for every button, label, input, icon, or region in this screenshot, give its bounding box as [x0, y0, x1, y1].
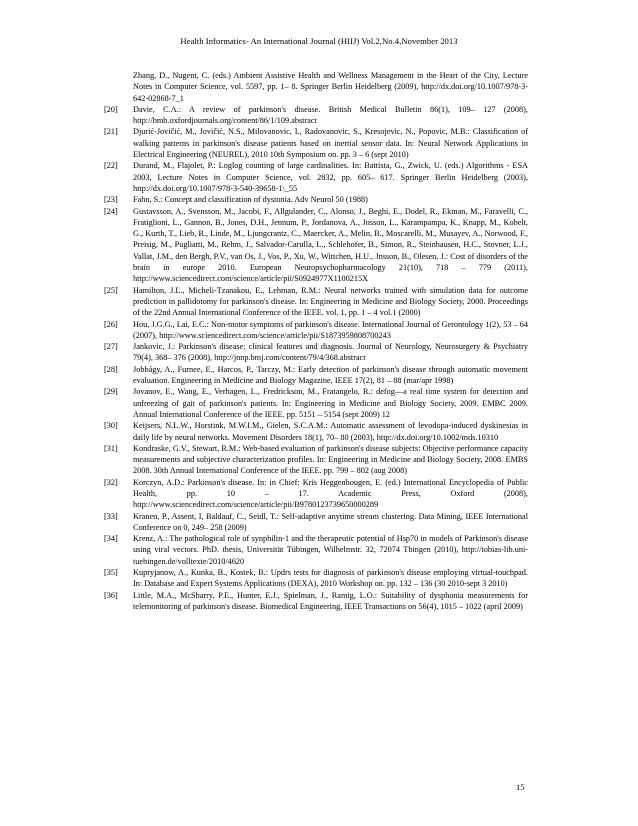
reference-text: Fahn, S.: Concept and classification of dystonia. Adv Neurol 50 (1988): [133, 195, 368, 205]
reference-item: [104, 443, 528, 477]
reference-item: [104, 567, 528, 590]
reference-number: [25]: [104, 285, 118, 295]
reference-text: Krenz, A.: The pathological role of synphilin-1 and the therapeutic potential of Hsp70 in models of Parkinson's disease using viral vectors. PhD. thesis, Universität Tübingen, Wilhelmstr. 32, 72074 Tbingen (2010), http://tobias-lib.uni-tuebingen.de/volltexte/2010/4620: [133, 534, 528, 566]
reference-text: Keijsers, N.L.W., Horstink, M.W.I.M., Gielen, S.C.A.M.: Automatic assessment of levodopa-induced dyskinesias in daily life by neural networks. Movement Disorders 18(1), 70– 80 (2003), http://dx.doi.org/10.1002/mds.10310: [133, 421, 528, 442]
reference-item: [104, 194, 528, 205]
reference-text: Kondraske, G.V., Stewart, R.M.: Web-based evaluation of parkinson's disease subjects: Objective performance capacity measurements and subjective characterization profiles. In: Engineering in Medicine and Biology Society, 2008. EMBS 2008. 30th Annual International Conference of the IEEE. pp. 799 – 802 (aug 2008): [133, 443, 528, 476]
reference-text: Little, M.A., McSharry, P.E., Hunter, E.J., Spielman, J., Ramig, L.O.: Suitability of dysphonia measurements for telemonitoring of parkinson's disease. Biomedical Engineering, IEEE Transactions on 56(4), 1015 – 1022 (april 2009): [133, 590, 528, 611]
reference-number: [26]: [104, 319, 118, 329]
reference-list: [104, 70, 528, 612]
reference-number: [32]: [104, 477, 118, 487]
reference-text: Davie, C.A.: A review of parkinson's disease. British Medical Bulletin 86(1), 109– 127 (2008), http://bmb.oxfordjournals.org/content/86/1/109.abstract: [133, 104, 528, 126]
reference-item: [104, 206, 528, 285]
reference-number: [24]: [104, 206, 118, 216]
reference-number: [29]: [104, 387, 118, 397]
reference-item: [104, 533, 528, 567]
reference-text: Gustavsson, A., Svensson, M., Jacobi, F., Allgulander, C., Alonso, J., Beghi, E., Dodel, R., Ekman, M., Faravelli, C., Fratiglioni, L., Gannon, B., Jones, D.H., Jennum, P., Jordanova, A., Jnsson, L., Karampampa, K., Knapp, M., Kobelt, G., Kurth, T., Lieb, R., Linde, M., Ljungcrantz, C., Maercker, A., Melin, B., Moscarelli, M., Musayev, A., Norwood, F., Preisig, M., Pugliatti, M., Rehm, J., Salvador-Carulla, L., Schlehofer, B., Simon, R., Steinhausen, H.C., Stovner, L.J., Vallat, J.M., den Bergh, P.V., van Os, J., Vos, P., Xu, W., Wittchen, H.U., Jnsson, B., Olesen, J.: Cost of disorders of the brain in europe 2010. European Neuropsychopharmacology 21(10), 718 – 779 (2011), http://www.sciencedirect.com/science/article/pii/S0924977X1100215X: [133, 206, 528, 284]
reference-text: Jankovic, J.: Parkinson's disease: clinical features and diagnosis. Journal of Neurology, Neurosurgery & Psychiatry 79(4), 368– 376 (2008), http://jnnp.bmj.com/content/79/4/368.abstract: [133, 342, 528, 363]
reference-number: [33]: [104, 511, 118, 521]
reference-number: [23]: [104, 195, 118, 205]
reference-text: Jovanov, E., Wang, E., Verhagen, L., Fredrickson, M., Fratangelo, R.: defog—a real time system for detection and unfreezing of gait of parkinson's patients. In: Engineering in Medicine and Biology Society, 2009. EMBC 2009. Annual International Conference of the IEEE. pp. 5151 – 5154 (sept 2009) 12: [133, 387, 528, 419]
reference-number: [31]: [104, 443, 118, 453]
reference-number: [22]: [104, 161, 118, 171]
reference-text: Durand, M., Flajolet, P.: Loglog counting of large cardinalities. In: Battista, G., Zwick, U. (eds.) Algorithms - ESA 2003, Lecture Notes in Computer Science, vol. 2832, pp. 605– 617. Springer Berlin Heidelberg (2003), http://dx.doi.org/10.1007/978-3-540-39658-1\_55: [133, 161, 528, 193]
reference-text: Djurić-Jovičić, M., Jovičić, N.S., Milovanovic, I., Radovanovic, S., Kresojevic, N., Popovic, M.B.: Classification of walking patterns in parkinson's disease patients based on inertial sensor data. In: Neural Network Applications in Electrical Engineering (NEUREL), 2010 10th Symposium on. pp. 3 – 6 (sept 2010): [133, 127, 528, 160]
reference-number: [21]: [104, 127, 118, 137]
reference-text: Kupryjanow, A., Kunka, B., Kostek, B.: Updrs tests for diagnosis of parkinson's disease employing virtual-touchpad. In: Database and Expert Systems Applications (DEXA), 2010 Workshop on. pp. 132 – 136 (30 2010-sept 3 2010): [133, 568, 528, 589]
running-header: Health Informatics- An International Journal (HIIJ) Vol.2,No.4,November 2013: [180, 36, 458, 46]
reference-number: [20]: [104, 104, 118, 114]
reference-text: Jobbágy, A., Furnee, E., Harcos, P., Tarczy, M.: Early detection of parkinson's disease through automatic movement evaluation. Engineering in Medicine and Biology Magazine, IEEE 17(2), 81 – 88 (mar/apr 1998): [133, 364, 528, 386]
reference-text: Kranen, P., Assent, I, Baldauf, C., Seidl, T.: Self-adaptive anytime stream clustering. Data Mining, IEEE International Conference on 0, 249– 258 (2009): [133, 511, 528, 532]
reference-item: [104, 70, 528, 104]
reference-text: Korczyn, A.D.: Parkinson's disease. In: in Chief: Kris Heggenhougen, E. (ed.) International Encyclopedia of Public Health, pp. 10 – 17. Academic Press, Oxford (2008), http://www.sciencedirect.com/science/article/pii/B9780123739650000289: [133, 477, 528, 510]
reference-item: [104, 104, 528, 127]
reference-item: [104, 420, 528, 443]
reference-text: Zhang, D., Nugent, C. (eds.) Ambient Assistive Health and Wellness Management in the Heart of the City, Lecture Notes in Computer Science, vol. 5597, pp. 1– 8. Springer Berlin Heidelberg (2009), http://dx.doi.org/10.1007/978-3-642-02868-7_1: [133, 71, 528, 103]
reference-number: [27]: [104, 342, 118, 352]
reference-item: [104, 590, 528, 613]
reference-number: [28]: [104, 364, 118, 374]
reference-item: [104, 319, 528, 342]
reference-number: [30]: [104, 421, 118, 431]
reference-item: [104, 126, 528, 160]
reference-item: [104, 285, 528, 319]
reference-item: [104, 386, 528, 420]
reference-item: [104, 477, 528, 511]
reference-number: [36]: [104, 590, 118, 600]
page-number: 15: [516, 782, 525, 792]
reference-item: [104, 160, 528, 194]
reference-item: [104, 364, 528, 387]
reference-item: [104, 341, 528, 364]
reference-number: [35]: [104, 568, 118, 578]
reference-text: Hamilton, J.L., Micheli-Tzanakou, E., Lehman, R.M.: Neural networks trained with simulation data for outcome prediction in pallidotomy for parkinson's disease. In: Engineering in Medicine and Biology Society, 2000. Proceedings of the 22nd Annual International Conference of the IEEE. vol. 1, pp. 1 – 4 vol.1 (2000): [133, 285, 528, 318]
reference-item: [104, 511, 528, 534]
reference-number: [34]: [104, 534, 118, 544]
reference-text: Hou, J.G.G., Lai, E.C.: Non-motor symptoms of parkinson's disease. International Journal of Gerontology 1(2), 53 – 64 (2007), http://www.sciencedirect.com/science/article/pii/S1873959808700243: [133, 319, 528, 340]
